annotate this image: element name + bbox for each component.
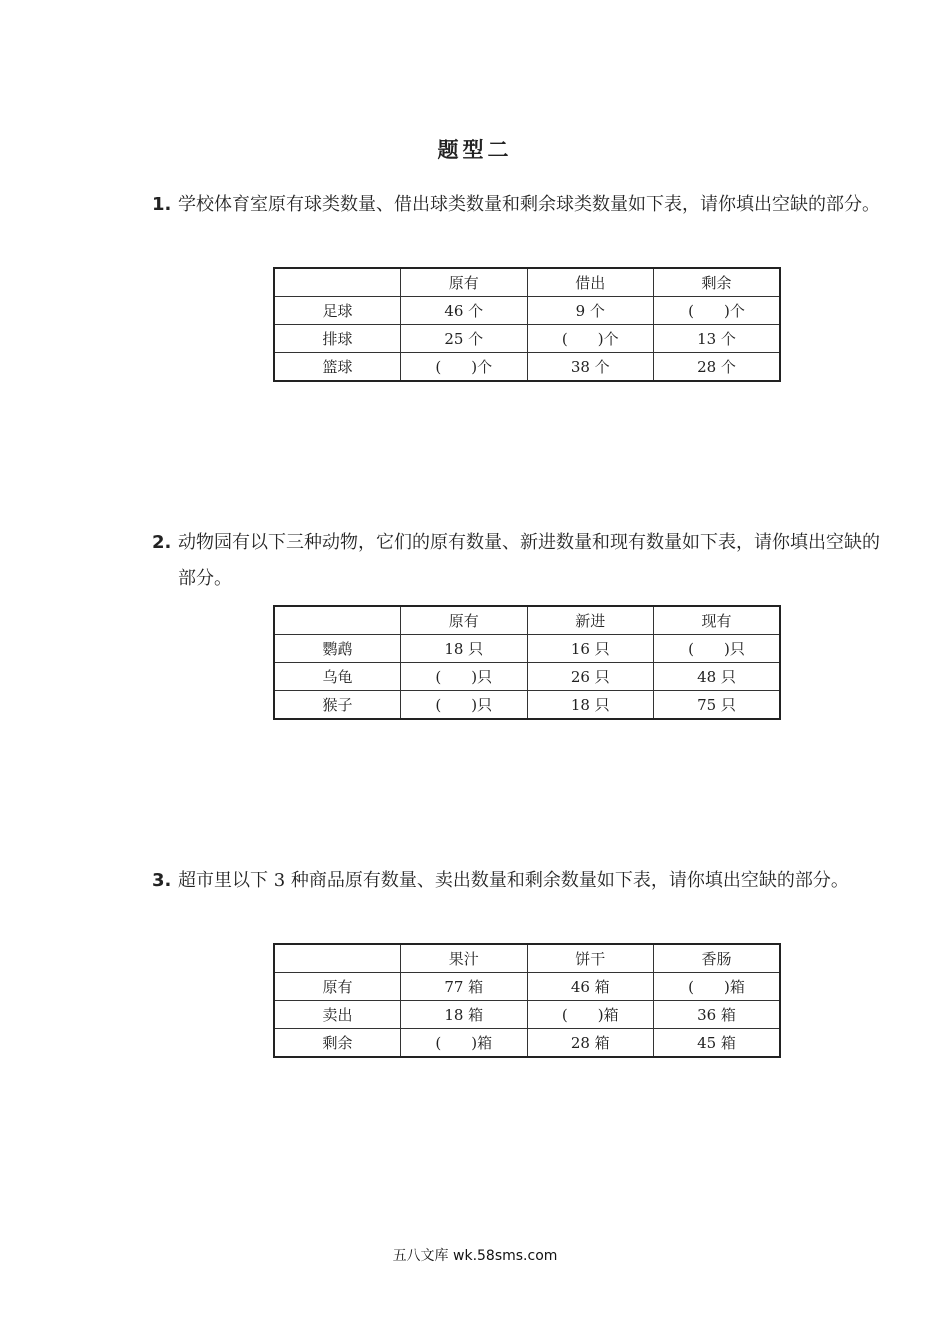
table-cell: 原有 [274, 973, 401, 1001]
question-3 [152, 863, 892, 899]
table-cell: 乌龟 [274, 663, 401, 691]
table-cell: 卖出 [274, 1001, 401, 1029]
table-cell: 饼干 [527, 944, 654, 973]
table-cell: 足球 [274, 297, 401, 325]
table-row [274, 1029, 780, 1058]
table-cell: 18 箱 [401, 1001, 528, 1029]
table-cell: 借出 [527, 268, 654, 297]
table-row [274, 325, 780, 353]
table-cell: 77 箱 [401, 973, 528, 1001]
table-cell: ( )箱 [401, 1029, 528, 1058]
question-text: 动物园有以下三种动物，它们的原有数量、新进数量和现有数量如下表，请你填出空缺的部分。 [178, 532, 880, 589]
table-cell: 香肠 [654, 944, 781, 973]
table-cell: 原有 [401, 606, 528, 635]
table-cell: 28 箱 [527, 1029, 654, 1058]
table-cell: 排球 [274, 325, 401, 353]
table-cell: ( )个 [401, 353, 528, 382]
table-cell: ( )个 [527, 325, 654, 353]
table-cell: 48 只 [654, 663, 781, 691]
table-cell: ( )箱 [527, 1001, 654, 1029]
table-row [274, 635, 780, 663]
table-cell [274, 606, 401, 635]
table-row [274, 944, 780, 973]
table-cell: 13 个 [654, 325, 781, 353]
question-text: 学校体育室原有球类数量、借出球类数量和剩余球类数量如下表，请你填出空缺的部分。 [178, 194, 880, 215]
table-cell: 36 箱 [654, 1001, 781, 1029]
table-cell: ( )只 [401, 691, 528, 720]
question-text: 超市里以下 3 种商品原有数量、卖出数量和剩余数量如下表，请你填出空缺的部分。 [178, 870, 849, 891]
table-row [274, 297, 780, 325]
table-cell: 45 箱 [654, 1029, 781, 1058]
table-cell: ( )只 [401, 663, 528, 691]
table-cell: 果汁 [401, 944, 528, 973]
table-cell: ( )只 [654, 635, 781, 663]
question-number: 3. [152, 870, 172, 891]
table-row [274, 663, 780, 691]
table-cell: 篮球 [274, 353, 401, 382]
table-row [274, 691, 780, 720]
question-1-table [273, 267, 781, 382]
table-cell: 46 个 [401, 297, 528, 325]
table-cell: 剩余 [274, 1029, 401, 1058]
table-cell: 46 箱 [527, 973, 654, 1001]
page-footer: 五八文库 wk.58sms.com [392, 1248, 558, 1264]
table-cell [274, 268, 401, 297]
table-cell: 剩余 [654, 268, 781, 297]
table-cell: 75 只 [654, 691, 781, 720]
question-number: 1. [152, 194, 172, 215]
table-cell: 28 个 [654, 353, 781, 382]
table-cell: 16 只 [527, 635, 654, 663]
question-2 [152, 525, 892, 597]
table-cell: 猴子 [274, 691, 401, 720]
table-row [274, 973, 780, 1001]
table-cell: 18 只 [527, 691, 654, 720]
table-cell: 鹦鹉 [274, 635, 401, 663]
table-cell: 38 个 [527, 353, 654, 382]
question-1 [152, 187, 892, 223]
table-cell: 26 只 [527, 663, 654, 691]
page-title: 题型二 [437, 138, 513, 162]
table-cell: 9 个 [527, 297, 654, 325]
table-cell: ( )个 [654, 297, 781, 325]
table-row [274, 1001, 780, 1029]
table-row [274, 353, 780, 382]
table-row [274, 606, 780, 635]
question-3-table [273, 943, 781, 1058]
question-2-table [273, 605, 781, 720]
table-cell: 现有 [654, 606, 781, 635]
table-cell: 25 个 [401, 325, 528, 353]
table-cell: 新进 [527, 606, 654, 635]
table-row [274, 268, 780, 297]
question-number: 2. [152, 532, 172, 553]
table-cell: 原有 [401, 268, 528, 297]
table-cell: 18 只 [401, 635, 528, 663]
table-cell [274, 944, 401, 973]
table-cell: ( )箱 [654, 973, 781, 1001]
